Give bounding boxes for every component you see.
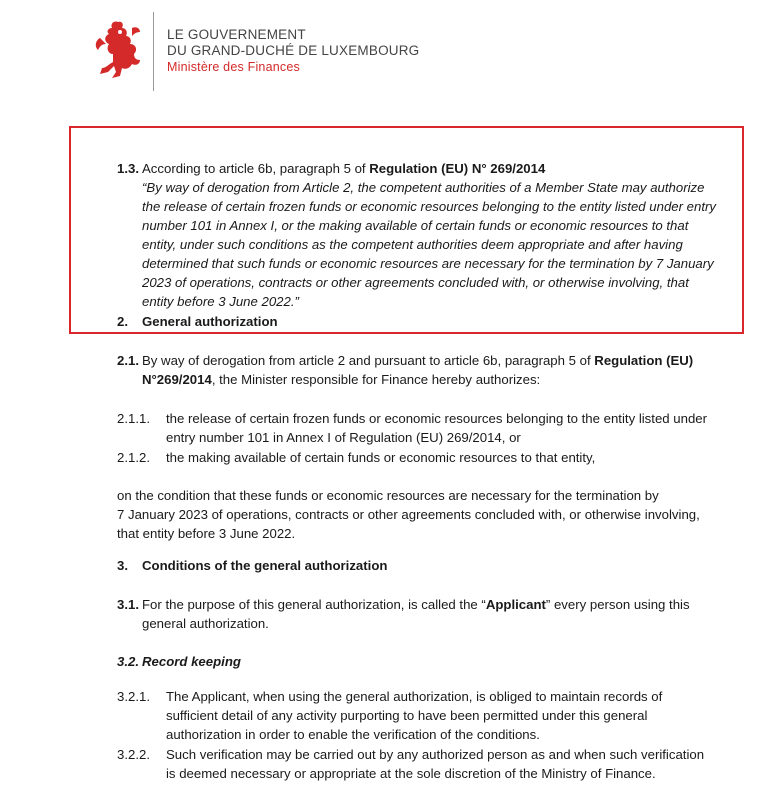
- quote-line: 2023 of operations, contracts or other agreements concluded with, or otherwise involving, that: [142, 275, 689, 290]
- paragraph-line: [142, 595, 729, 614]
- quote-block: [142, 178, 729, 311]
- text: , the Minister responsible for Finance hereby authorizes:: [211, 372, 541, 387]
- red-lion-icon: [92, 18, 144, 80]
- quote-line: number 101 in Annex I, or the making available of certain funds or economic resources to that: [142, 218, 689, 233]
- section-title: General authorization: [142, 314, 278, 329]
- text: ” every person using this: [545, 597, 690, 612]
- item-number: 2.1.1.: [117, 411, 150, 426]
- intro-text: According to article 6b, paragraph 5 of: [142, 161, 370, 176]
- item-line: authorization in order to enable the verification of the conditions.: [166, 727, 540, 742]
- item-line: the release of certain frozen funds or economic resources belonging to the entity listed under: [166, 411, 708, 426]
- item-line: Such verification may be carried out by any authorized person as and when such verification: [166, 747, 705, 762]
- section-3-1: [117, 595, 729, 633]
- regulation-ref: Regulation (EU): [594, 353, 694, 368]
- quote-line: entity before 3 June 2022.”: [142, 294, 299, 309]
- section-number: 1.3.: [117, 161, 139, 176]
- section-title: Record keeping: [142, 654, 241, 669]
- defined-term: Applicant: [485, 597, 546, 612]
- document-header: [0, 0, 772, 100]
- regulation-ref: Regulation (EU) N° 269/2014: [369, 161, 546, 176]
- item-number: 3.2.1.: [117, 689, 150, 704]
- item-2-1-2: [117, 448, 729, 467]
- item-2-1-1: [117, 409, 729, 447]
- paragraph-line: on the condition that these funds or economic resources are necessary for the termination by: [117, 488, 659, 503]
- paragraph-line: [142, 370, 729, 389]
- section-intro: [142, 159, 729, 178]
- text: For the purpose of this general authorization, is called the “: [142, 597, 486, 612]
- regulation-ref: N°269/2014: [142, 372, 212, 387]
- section-number: 3.2.: [117, 654, 139, 669]
- condition-paragraph: [117, 486, 729, 543]
- header-divider: [153, 12, 154, 91]
- item-3-2-1: [117, 687, 729, 744]
- item-number: 3.2.2.: [117, 747, 150, 762]
- quote-line: determined that such funds or economic resources are necessary for the termination by 7 January: [142, 256, 714, 271]
- section-title: Conditions of the general authorization: [142, 558, 388, 573]
- section-1-3: [117, 159, 729, 311]
- item-line: the making available of certain funds or economic resources to that entity,: [166, 450, 596, 465]
- quote-line: the release of certain frozen funds or economic resources belonging to the entity listed under entry: [142, 199, 716, 214]
- paragraph-line: [142, 351, 729, 370]
- paragraph-line: general authorization.: [142, 616, 269, 631]
- item-number: 2.1.2.: [117, 450, 150, 465]
- gov-line-2: DU GRAND-DUCHÉ DE LUXEMBOURG: [167, 43, 420, 58]
- item-line: The Applicant, when using the general authorization, is obliged to maintain records of: [166, 689, 663, 704]
- ministry-name: Ministère des Finances: [167, 60, 300, 74]
- quote-line: “By way of derogation from Article 2, the competent authorities of a Member State may authorize: [142, 180, 705, 195]
- paragraph-line: 7 January 2023 of operations, contracts or other agreements concluded with, or otherwise involving,: [117, 507, 700, 522]
- paragraph-line: that entity before 3 June 2022.: [117, 526, 296, 541]
- text: By way of derogation from article 2 and pursuant to article 6b, paragraph 5 of: [142, 353, 595, 368]
- section-number: 3.: [117, 558, 128, 573]
- section-number: 2.1.: [117, 353, 139, 368]
- item-line: entry number 101 in Annex I of Regulation (EU) 269/2014, or: [166, 430, 521, 445]
- item-line: is deemed necessary or appropriate at the sole discretion of the Ministry of Finance.: [166, 766, 656, 781]
- quote-line: entity, under such conditions as the competent authorities deem appropriate and after having: [142, 237, 683, 252]
- item-3-2-2: [117, 745, 729, 783]
- section-number: 3.1.: [117, 597, 139, 612]
- government-title: [167, 27, 419, 75]
- gov-line-1: LE GOUVERNEMENT: [167, 27, 306, 42]
- section-number: 2.: [117, 314, 128, 329]
- section-2-1: [117, 351, 729, 389]
- item-line: sufficient detail of any activity purporting to have been permitted under this general: [166, 708, 648, 723]
